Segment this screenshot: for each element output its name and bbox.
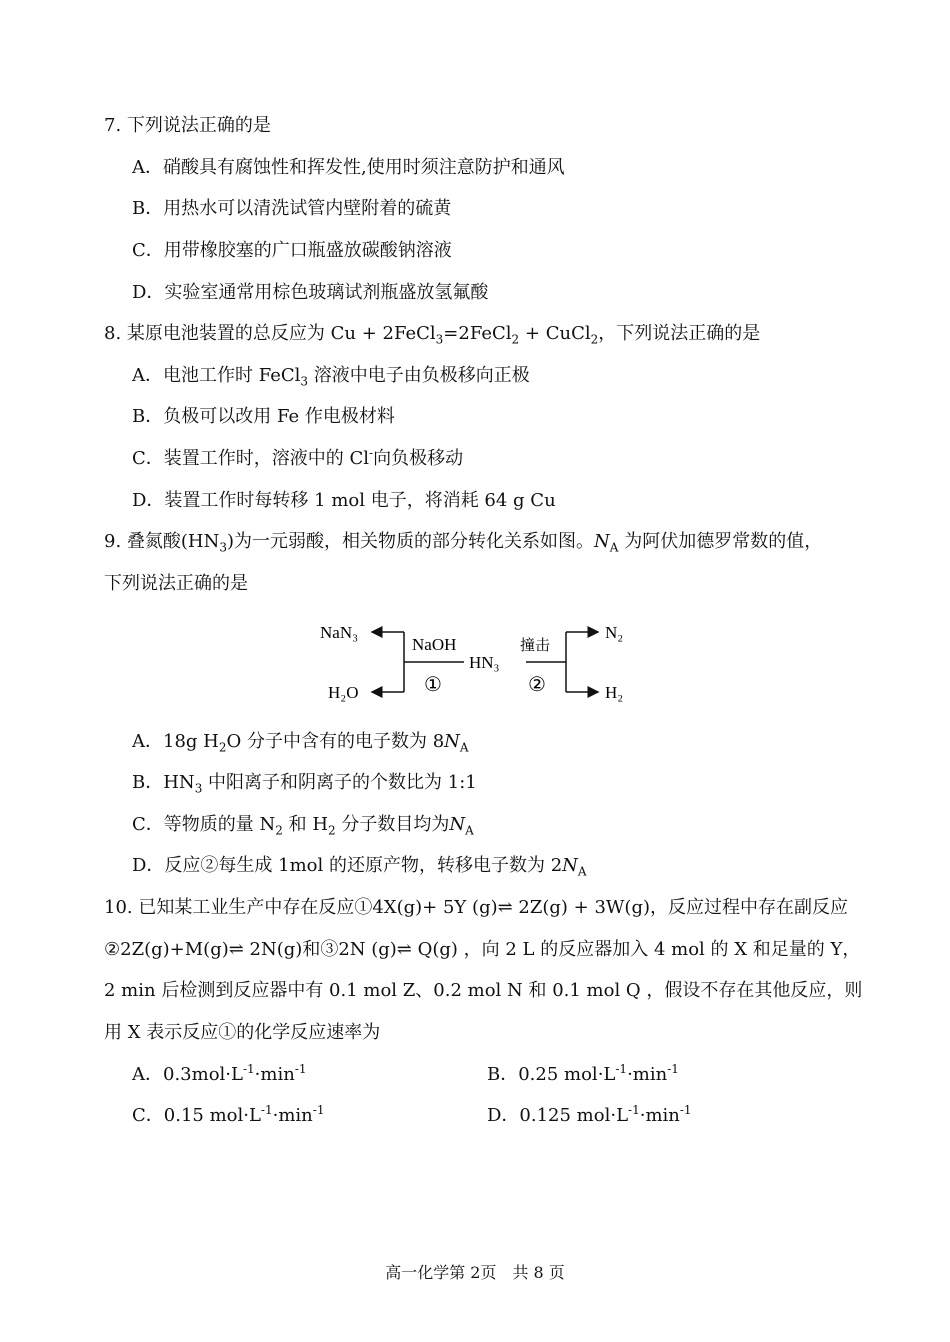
hit-label: 撞击 — [520, 636, 551, 654]
q9-stem-line2: 下列说法正确的是 — [104, 573, 248, 594]
h2o-label: H₂O — [328, 683, 359, 702]
q7-option-b: B．用热水可以清洗试管内壁附着的硫黄 — [132, 198, 452, 219]
page-footer: 高一化学第 2页 共 8 页 — [385, 1263, 565, 1282]
q10-option-d: D．0.125 $mol\cdot L^{-1}\cdot\min^{-1}$ — [487, 1103, 692, 1126]
conversion-diagram-svg — [300, 612, 660, 712]
naoh-label: NaOH — [412, 635, 457, 654]
n2-label: N₂ — [605, 623, 624, 642]
q8-option-c: C．装置工作时，溶液中的 Cl-向负极移动 — [132, 446, 464, 469]
q10-stem-line1: 10. 已知某工业生产中存在反应①4X(g)+ 5Y (g)⇌ 2Z(g) + 3W(g)，反应过程中存在副反应 — [104, 897, 848, 918]
q9-stem: 9. 叠氮酸$(HN_3)$为一元弱酸，相关物质的部分转化关系如图。$N_A$ 为阿伏加德罗常数的值， — [104, 531, 823, 555]
conversion-diagram — [300, 612, 660, 712]
q9-option-d: D．反应②每生成 1mol 的还原产物，转移电子数为 $2N_A$ — [132, 855, 587, 879]
hn3-label: HN₃ — [469, 653, 500, 672]
step2-label: ② — [528, 672, 546, 696]
q8-option-b: B．负极可以改用 Fe 作电极材料 — [132, 406, 395, 427]
q10-option-a: A．$0.3mol\cdot L^{-1}\cdot\min^{-1}$ — [132, 1062, 307, 1085]
q7-stem: 7. 下列说法正确的是 — [104, 115, 271, 136]
q10-option-c: C．0.15 $mol\cdot L^{-1}\cdot\min^{-1}$ — [132, 1103, 325, 1126]
q10-option-b: B．0.25 $mol\cdot L^{-1}\cdot\min^{-1}$ — [487, 1062, 679, 1085]
h2-label: H₂ — [605, 683, 624, 702]
q7-option-d: D．实验室通常用棕色玻璃试剂瓶盛放氢氟酸 — [132, 282, 489, 303]
q10-stem-line2: ②2Z(g)+M(g)⇌ 2N(g)和③2N (g)⇌ Q(g) ，向 2 L 的反应器加入 4 mol 的 X 和足量的 Y， — [104, 939, 861, 960]
q10-stem-line4: 用 X 表示反应①的化学反应速率为 — [104, 1022, 381, 1043]
q9-option-b: B．$HN_3$ 中阳离子和阴离子的个数比为 1:1 — [132, 772, 477, 796]
q9-option-a: A．18g $H_2O$ 分子中含有的电子数为 $8N_A$ — [132, 731, 469, 755]
q8-option-d: D．装置工作时每转移 1 mol 电子，将消耗 64 g Cu — [132, 490, 556, 511]
step1-label: ① — [424, 672, 442, 696]
q8-option-a: A．电池工作时 FeCl$_3$ 溶液中电子由负极移向正极 — [132, 365, 530, 389]
q8-stem: 8. 某原电池装置的总反应为 Cu + 2FeCl$_3$=2FeCl$_2$ + CuCl$_2$，下列说法正确的是 — [104, 323, 761, 347]
q7-option-c: C．用带橡胶塞的广口瓶盛放碳酸钠溶液 — [132, 240, 452, 261]
q10-stem-line3: 2 min 后检测到反应器中有 0.1 mol Z、0.2 mol N 和 0.1 mol Q ，假设不存在其他反应，则 — [104, 980, 863, 1001]
q9-option-c: C．等物质的量 $N_2$ 和 $H_2$ 分子数目均为$N_A$ — [132, 814, 474, 838]
nan3-label: NaN₃ — [320, 623, 359, 642]
q7-option-a: A．硝酸具有腐蚀性和挥发性,使用时须注意防护和通风 — [132, 157, 565, 178]
